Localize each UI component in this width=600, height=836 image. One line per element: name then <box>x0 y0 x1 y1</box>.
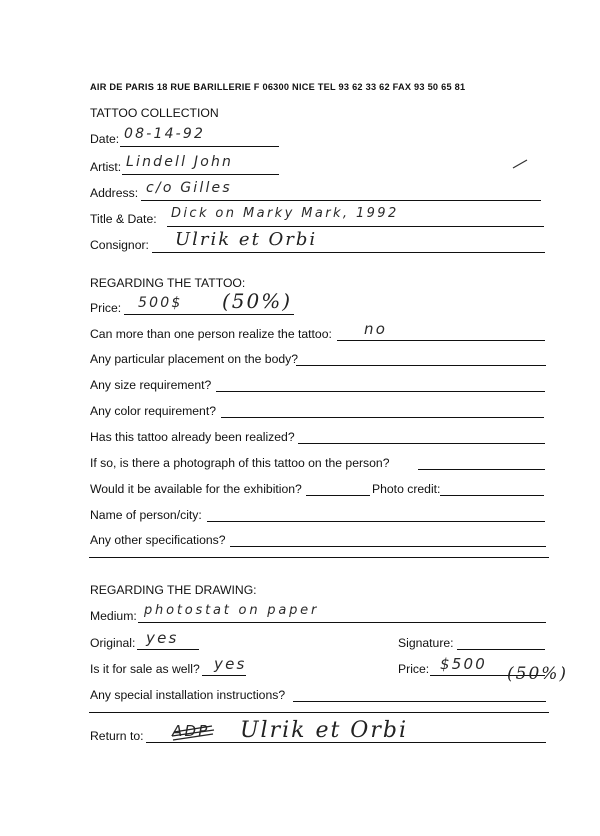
for-sale-line <box>202 675 246 676</box>
realized-label: Has this tattoo already been realized? <box>90 430 295 444</box>
available-line <box>306 495 370 496</box>
consignor-value: Ulrik et Orbi <box>175 229 318 250</box>
photograph-line <box>418 469 545 470</box>
signature-line <box>457 649 545 650</box>
original-label: Original: <box>90 636 136 650</box>
more-than-one-line <box>337 340 545 341</box>
placement-label: Any particular placement on the body? <box>90 352 298 366</box>
artist-value: Lindell John <box>126 154 234 170</box>
other-specs-extra-line <box>89 557 549 558</box>
size-line <box>216 391 545 392</box>
medium-label: Medium: <box>90 609 137 623</box>
drawing-price-value: $500 <box>440 655 487 673</box>
drawing-price-extra: (50%) <box>507 664 569 684</box>
size-label: Any size requirement? <box>90 378 212 392</box>
address-value: c/o Gilles <box>146 180 232 196</box>
for-sale-value: yes <box>214 655 247 673</box>
for-sale-label: Is it for sale as well? <box>90 662 200 676</box>
color-label: Any color requirement? <box>90 404 216 418</box>
date-value: 08-14-92 <box>124 126 206 142</box>
photograph-label: If so, is there a photograph of this tattoo on the person? <box>90 456 390 470</box>
tattoo-price-label: Price: <box>90 301 122 315</box>
installation-line <box>293 701 546 702</box>
medium-line <box>138 622 546 623</box>
date-line <box>120 146 279 147</box>
signature-label: Signature: <box>398 636 454 650</box>
color-line <box>221 417 544 418</box>
installation-label: Any special installation instructions? <box>90 688 286 702</box>
drawing-price-label: Price: <box>398 662 430 676</box>
original-line <box>137 649 199 650</box>
person-city-line <box>207 521 545 522</box>
consignor-label: Consignor: <box>90 238 149 252</box>
installation-extra-line <box>89 712 549 713</box>
address-line <box>141 200 541 201</box>
medium-value: photostat on paper <box>144 603 320 618</box>
gallery-header: AIR DE PARIS 18 RUE BARILLERIE F 06300 NICE TEL 93 62 33 62 FAX 93 50 65 81 <box>90 82 466 92</box>
tattoo-section-heading: REGARDING THE TATTOO: <box>90 276 246 290</box>
artist-line <box>122 174 279 175</box>
photo-credit-label: Photo credit: <box>372 482 441 496</box>
return-to-label: Return to: <box>90 729 144 743</box>
other-specs-line <box>230 546 546 547</box>
title-date-value: Dick on Marky Mark, 1992 <box>171 206 399 221</box>
tattoo-price-extra: (50%) <box>222 289 293 313</box>
tattoo-price-value: 500$ <box>138 295 183 311</box>
address-label: Address: <box>90 186 139 200</box>
more-than-one-label: Can more than one person realize the tattoo: <box>90 327 332 341</box>
person-city-label: Name of person/city: <box>90 508 202 522</box>
other-specs-label: Any other specifications? <box>90 533 226 547</box>
original-value: yes <box>146 629 179 647</box>
artist-label: Artist: <box>90 160 122 174</box>
realized-line <box>298 443 545 444</box>
tattoo-price-line <box>124 314 294 315</box>
form-title: TATTOO COLLECTION <box>90 106 219 120</box>
photo-credit-line <box>440 495 544 496</box>
strike-through-scribble <box>170 720 216 744</box>
title-date-label: Title & Date: <box>90 212 157 226</box>
return-to-struck-value: ADP <box>172 722 210 740</box>
consignor-line <box>152 252 545 253</box>
checkmark-icon <box>512 159 528 169</box>
placement-line <box>296 365 546 366</box>
title-date-line <box>167 226 544 227</box>
more-than-one-value: no <box>364 320 388 338</box>
return-to-value: Ulrik et Orbi <box>240 718 408 743</box>
drawing-section-heading: REGARDING THE DRAWING: <box>90 583 257 597</box>
date-label: Date: <box>90 132 120 146</box>
available-label: Would it be available for the exhibition? <box>90 482 302 496</box>
